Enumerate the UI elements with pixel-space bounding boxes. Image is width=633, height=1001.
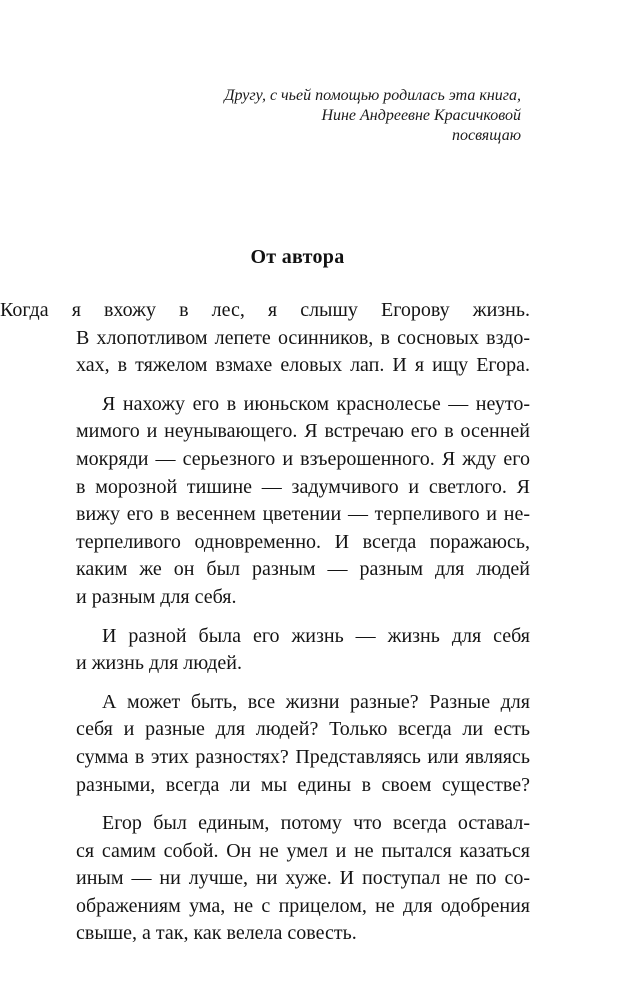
text-line: И разной была его жизнь — жизнь для себя bbox=[102, 624, 530, 647]
section-heading: От автора bbox=[250, 246, 345, 268]
paragraph bbox=[0, 810, 633, 948]
text-line: ображениям ума, не с прицелом, не для одобрения bbox=[76, 894, 530, 917]
text-line: А может быть, все жизни разные? Разные для bbox=[102, 690, 530, 713]
text-line: терпеливого одновременно. И всегда поражаюсь, bbox=[76, 530, 530, 553]
text-line: каким же он был разным — разным для людей bbox=[76, 558, 530, 581]
paragraph bbox=[0, 689, 633, 799]
text-line: разными, всегда ли мы едины в своем существе? bbox=[76, 773, 530, 796]
text-line: в морозной тишине — задумчивого и светлого. Я bbox=[76, 475, 530, 498]
dedication-line: посвящаю bbox=[451, 127, 521, 144]
dedication-line: Нине Андреевне Красичковой bbox=[321, 107, 521, 124]
paragraph bbox=[0, 391, 633, 612]
text-line: хах, в тяжелом взмахе еловых лап. И я ищу Егора. bbox=[76, 354, 530, 377]
text-line: сумма в этих разностях? Представляясь или являясь bbox=[76, 745, 530, 768]
text-line: ся самим собой. Он не умел и не пытался казаться bbox=[76, 839, 530, 862]
paragraph bbox=[0, 623, 633, 678]
text-line: мимого и неунывающего. Я встречаю его в осенней bbox=[76, 420, 530, 443]
body-text bbox=[0, 297, 633, 959]
text-line: и разным для себя. bbox=[76, 585, 237, 608]
paragraph bbox=[0, 297, 633, 380]
text-line: Я нахожу его в июньском краснолесье — неуто- bbox=[102, 392, 530, 415]
text-line: вижу его в весеннем цветении — терпеливого и не- bbox=[76, 503, 530, 526]
dedication bbox=[224, 86, 521, 146]
text-line: себя и разные для людей? Только всегда ли есть bbox=[76, 718, 530, 741]
text-line: мокряди — серьезного и взъерошенного. Я жду его bbox=[76, 447, 530, 470]
text-line: В хлопотливом лепете осинников, в сосновых вздо- bbox=[76, 326, 530, 349]
text-line: свыше, а так, как велела совесть. bbox=[76, 922, 357, 945]
text-line: Егор был единым, потому что всегда оставал- bbox=[102, 812, 530, 835]
text-line: Когда я вхожу в лес, я слышу Егорову жизнь. bbox=[0, 299, 530, 321]
text-line: иным — ни лучше, ни хуже. И поступал не по со- bbox=[76, 867, 530, 890]
dedication-line: Другу, с чьей помощью родилась эта книга, bbox=[224, 87, 521, 104]
text-line: и жизнь для людей. bbox=[76, 652, 242, 675]
